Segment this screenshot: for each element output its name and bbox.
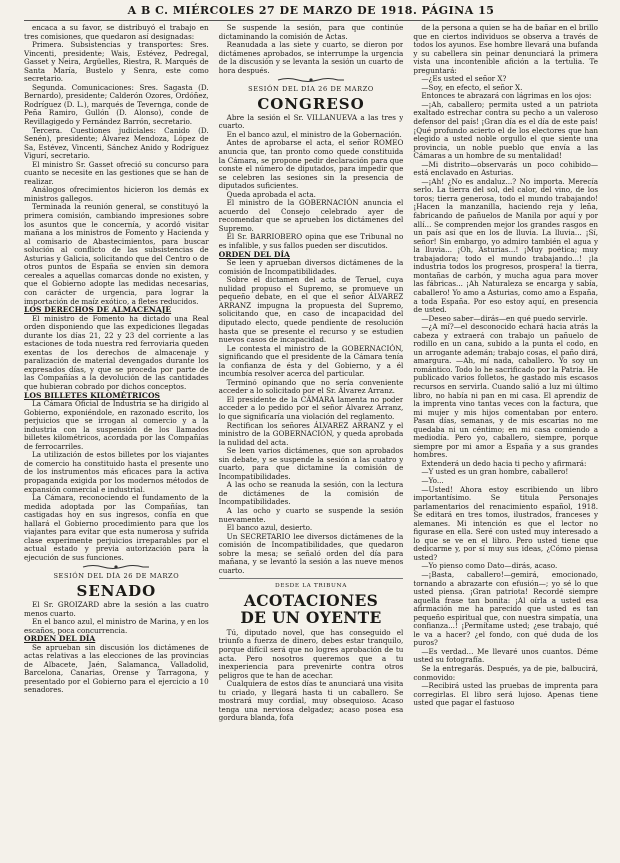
- paragraph: Primera. Subsistencias y transportes: Sres. Vincenti, presidente; Wais, Estévez, Pedregal, Gasset y Neira, Argüelles, Riestra, R. Marqués de Santa María, Bustelo y Senra, este como secretario.: [24, 40, 209, 84]
- paragraph: Segunda. Comunicaciones: Sres. Sagasta (D. Bernardo), presidente; Calderón Ozores, Ordóñez, Rodríguez (D. L.), marqués de Tevernga, conde de Peña Ramiro, Gullón (D. Alonso), conde de Revillagigedo y Fernández Barrón, secretario.: [24, 82, 209, 127]
- paragraph: Se leen varios dictámenes, que son aprobados sin debate, y se suspende la sesión a las cuatro y cuarto, para que dictamine la comisión de Incompatibilidades.: [218, 446, 404, 481]
- paragraph: de la persona a quien se ha de bañar en el brillo que en ciertos individuos se observa a través de todos los ayunos. Ese hombre llevará una bufanda y su cabellera sin peinar denunciará la primera vista una incontenible afición a la tertulia. Te preguntará:: [413, 24, 599, 75]
- paragraph: —Recibirá usted las pruebas de imprenta para corregirlas. El libro será lujoso. Apenas tiene usted que pagar el fastuoso: [413, 681, 599, 708]
- session-dateline: SESIÓN DEL DÍA 26 DE MARZO: [248, 85, 374, 94]
- orden-del-dia-heading: ORDEN DEL DÍA: [218, 249, 290, 259]
- paragraph: Se aprueban sin discusión los dictámenes de actas relativas a las elecciones de las provincias de Albacete, Jaén, Salamanca, Valladolid, Barcelona, Canarias, Orense y Tarragona, y presentado por el Gobierno para el ejercicio a 10 senadores.: [24, 642, 209, 695]
- headline-line-1: ACOTACIONES: [243, 590, 379, 610]
- paragraph: Terminó opinando que no sería conveniente acceder a lo solicitado por el Sr. Álvarez Arranz.: [218, 377, 404, 396]
- paragraph: —Deseo saber—dirás—en qué puedo servirle.: [421, 313, 588, 323]
- paragraph: Entonces te abrazará con lágrimas en los ojos:: [421, 91, 592, 101]
- paragraph: —¡Basta, caballero!—gemirá, emocionado, tornando a abrazarte con efusión—; yo sé lo que usted piensa. ¡Gran patriota! Recordé siempre aquella frase tan bonita: ¡Al oírla a usted esa afirmación me ha parecido que usted es tan pequeño espiritual que, con nuestra simpatía, una confianza...! ¡Permítame usted; ¿ese trabajo, qué le va a hacer? ¿el fondo, con qué duda de los puros?: [413, 570, 599, 648]
- paragraph: Cualquiera de estos días te anunciará una visita tu criado, y llegará hasta ti un caballero. Se mostrará muy cordial, muy obsequioso. Acaso tenga una nerviosa delgadez; acaso posea esa gordura blanda, fofa: [218, 679, 404, 723]
- paragraph: Se suspende la sesión, para que continúe dictaminando la comisión de Actas.: [218, 24, 404, 41]
- paragraph: En el banco azul, el ministro de la Gobernación.: [226, 129, 402, 139]
- paragraph: —Yo pienso como Dato—dirás, acaso.: [421, 561, 558, 571]
- paragraph: —Soy, en efecto, el señor X.: [421, 82, 523, 92]
- paragraph: La Cámara Oficial de Industria se ha dirigido al Gobierno, exponiéndole, en razonado escrito, los perjuicios que se irrogan al comercio y a la industria con la suspensión de los llamados billetes kilométricos, acordada por las Compañías de ferrocarriles.: [24, 399, 209, 451]
- paragraph: —Y usted es un gran hombre, caballero!: [421, 467, 569, 477]
- paragraph: Antes de aprobarse el acta, el señor ROMEO anuncia que, tan pronto como quede constituida la Cámara, se propone pedir declaración para que conste el número de diputados, para impedir que se celebren las sesiones sin la presencia de diputados suficientes.: [218, 138, 404, 191]
- paragraph: —Yo...: [421, 475, 444, 485]
- paragraph: —¡Ah, caballero; permita usted a un patriota exaltado estrechar contra su pecho a un valeroso defensor del país! ¡Gran día es el día de este país! ¡Qué profundo acierto el de los electores que han elegido a usted noble orgullo el que siente una provincia, un noble pueblo que envía a las Cámaras a un hombre de su mentalidad!: [413, 99, 599, 161]
- paragraph: Tú, diputado novel, que has conseguido el triunfo a fuerza de dinero, debes estar tranquilo, porque difícil será que no logres aprobación de tu acta. Pero nosotros queremos que a tu inexperiencia para prevenirte contra otros peligros que te han de acechar.: [218, 627, 404, 680]
- ornament-divider: [81, 564, 151, 570]
- congreso-title: CONGRESO: [257, 94, 365, 113]
- paragraph: A las ocho y cuarto se suspende la sesión nuevamente.: [218, 505, 404, 524]
- paragraph: Le contesta el ministro de la GOBERNACIÓN, significando que el presidente de la Cámara tenía la confianza de ésta y del Gobierno, y a él incumbía resolver acerca del particular.: [218, 343, 404, 379]
- paragraph: El banco azul, desierto.: [226, 523, 313, 533]
- paragraph: El ministro Sr. Gasset ofreció su concurso para cuanto se necesite en las gestiones que se han de realizar.: [24, 159, 209, 186]
- desde-la-tribuna-label: DESDE LA TRIBUNA: [275, 583, 347, 590]
- paragraph: —¿A mí?—el desconocido echará hacia atrás la cabeza y extraerá con trabajo un pañuelo de rodillo en un cana, subido a la punta el codo, en un arrogante ademán; trabajo cosas, el paño dirá, amargura. —Ah, mí nada, caballero. Yo soy un romántico. Todo lo he sacrificado por la Patria. He publicado varios folletos, he gastado mis escasos recursos en servirla. Cuando salió a luz mi último libro, no había ni pan en mi casa. El aprendiz de la imprenta vino tantas veces con la factura, que mi mujer y mis hijos comentaban por entero. Pasan días, semanas, y de mis escarias no me quedaba ni un céntimo; en mi casa comiendo a mediodía. Pero yo, caballero, siempre, porque siempre por mi amor a España y a sus grandes hombres.: [413, 322, 599, 460]
- paragraph: El Sr. GROIZARD abre la sesión a las cuatro menos cuarto.: [24, 600, 209, 618]
- paragraph: Queda aprobada el acta.: [226, 189, 316, 199]
- paragraph: Abre la sesión el Sr. VILLANUEVA a las tres y cuarto.: [218, 112, 404, 131]
- column-2: [219, 24, 404, 860]
- orden-del-dia-heading: ORDEN DEL DÍA: [24, 634, 96, 644]
- paragraph: —¡Ah! ¿No es andaluz...? No importa. Merecía serlo. La tierra del sol, del calor, del vino, de los toros; tierra generosa, todo el mundo trabajando! ¡Hacen la manzanilla, haciendo reja y leña, fabricando de pañuelos de Manila por aquí y por allí... Se comprenden mejor los grandes rasgos en un país así que en los de lluvia. La lluvia... ¡Sí, señor! Sin embargo, yo admiro también el agua y la lluvia... ¡Oh, Asturias...! ¡Muy poética; muy trabajadora; todo el mundo trabajando...! ¡la industria todos los progresos, prospera! la tierra, montañas de carbón, y mucha agua para mover las fábricas... ¡Ah Naturaleza se encarga y sabía, caballero! Yo amo a Asturias, como amo a España, a toda España. Por eso estoy aquí, en presencia de usted.: [413, 176, 599, 315]
- paragraph: Se la entregarás. Después, ya de pie, balbucirá, conmovido:: [413, 664, 599, 682]
- paragraph: Extenderá un dedo hacia ti pecho y afirmará:: [421, 458, 587, 468]
- ornament-divider: [276, 77, 346, 83]
- paragraph: En el banco azul, el ministro de Marina, y en los escaños, poca concurrencia.: [24, 617, 209, 635]
- running-header: A B C. MIÉRCOLES 27 DE MARZO DE 1918. PÁGINA 15: [24, 4, 598, 21]
- paragraph: La Cámara, reconociendo el fundamento de la medida adoptada por las Compañías, tan castigadas hoy en sus ingresos, confía en que hallará el Gobierno procedimiento para que los viajantes para evitar que esta numerosa y sufrida clase experimente perjuicios irreparables por el actual estado y previa autorización para la ejecución de sus funciones.: [24, 493, 209, 562]
- paragraph: —¿Es usted el señor X?: [421, 74, 507, 84]
- paragraph: Reanudada a las siete y cuarto, se dieron por dictámenes aprobados, se interrumpe la urgencia de la discusión y se levanta la sesión un cuarto de hora después.: [218, 40, 404, 75]
- paragraph: La utilización de estos billetes por los viajantes de comercio ha constituido hasta el presente uno de los instrumentos más eficaces para la activa propaganda exigida por los modernos métodos de expansión comercial e industrial.: [24, 450, 209, 494]
- paragraph: Tercera. Cuestiones judiciales: Canido (D. Senén), presidente; Álvarez Mendoza, López de Sa, Estévez, Vincenti, Sánchez Anido y Rodríguez Vigurí, secretario.: [24, 125, 209, 161]
- paragraph: —Es verdad... Me llevaré unos cuantos. Déme usted su fotografía.: [413, 646, 599, 665]
- column-3: [413, 24, 598, 860]
- paragraph: Análogos ofrecimientos hicieron los demás ex ministros gallegos.: [24, 185, 209, 203]
- paragraph: Rectifican los señores ÁLVAREZ ARRANZ y el ministro de la GOBERNACIÓN, y queda aprobada la nulidad del acta.: [218, 420, 404, 447]
- paragraph: Un SECRETARIO lee diversos dictámenes de la comisión de Incompatibilidades, que quedaron sobre la mesa; se señaló orden del día para mañana, y se levantó la sesión a las nueve menos cuarto.: [218, 531, 404, 575]
- paragraph: —Mi distrito—observarás un poco cohibido—está enclavado en Asturias.: [413, 159, 599, 178]
- paragraph: Se leen y aprueban diversos dictámenes de la comisión de Incompatibilidades.: [218, 258, 404, 276]
- headline-line-2: DE UN OYENTE: [240, 607, 382, 627]
- paragraph: El presidente de la CÁMARA lamenta no poder acceder a lo pedido por el señor Álvarez Arranz, lo que significaría una violación del reglamento.: [218, 394, 404, 421]
- column-1: [24, 24, 209, 860]
- paragraph: El ministro de la GOBERNACIÓN anuncia el acuerdo del Consejo celebrado ayer de recomendar que se aprueben los dictámenes del Supremo.: [218, 198, 404, 233]
- section-heading-derechos: LOS DERECHOS DE ALMACENAJE: [24, 305, 172, 315]
- paragraph: Terminada la reunión general, se constituyó la primera comisión, cambiando impresiones sobre los asuntos que le concernía, y acordó visitar mañana a los ministros de Fomento y Hacienda y al comisario de Abastecimientos, para buscar solución al conflicto de las subsistencias de Asturias y Galicia, solicitando que del Centro o de otros puntos de España se envíen sin demora cereales a aquellas comarcas donde no existen, y que el Gobierno adopte las medidas necesarias, con carácter de urgencia, para lograr la importación de maíz exótico, a fletes reducidos.: [24, 202, 209, 306]
- paragraph: El Sr. BARRIOBERO opina que ese Tribunal no es infalible, y sus fallos pueden ser discutidos.: [218, 232, 404, 251]
- session-dateline: SESIÓN DEL DÍA 26 DE MARZO: [53, 572, 180, 581]
- acotaciones-headline: [219, 592, 404, 626]
- paragraph: Sobre el dictamen del acta de Teruel, cuya nulidad propuso el Supremo, se promueve un pequeño debate, en el que el señor ÁLVAREZ ARRANZ impugna la propuesta del Supremo, solicitando que, en caso de incapacidad del diputado electo, quede pendiente de resolución hasta que se presente el recurso y se estudien nuevos casos de incapacidad.: [218, 275, 404, 345]
- senado-title: SENADO: [76, 582, 157, 600]
- section-heading-billetes: LOS BILLETES KILOMÉTRICOS: [24, 390, 161, 400]
- paragraph: —Usted! Ahora estoy escribiendo un libro importantísimo. Se titula Personajes parlamentarios del renacimiento español, 1918. Se editará en tres tomos, ilustrados, franceses y alemanes. Mi intención es que el lector no figurase en ella. Seré con usted muy interesado a lo que se ve en el libro. Pero usted tiene que dedicarme y, por sí muy sus ideas, ¿Cómo piensa usted?: [413, 484, 599, 562]
- paragraph: A las ocho se reanuda la sesión, con la lectura de dictámenes de la comisión de Incompatibilidades.: [218, 480, 404, 507]
- divider-rule: [219, 578, 404, 579]
- paragraph: El ministro de Fomento ha dictado una Real orden disponiendo que las expediciones llegadas durante los días 21, 22 y 23 del corriente a las estaciones de toda nuestra red ferroviaria queden exentas de los derechos de almacenaje y paralización de material devengados durante los expresados días, y que se proceda por parte de las Compañías a la devolución de las cantidades que hubieran cobrado por dichos conceptos.: [24, 313, 209, 391]
- paragraph: encaca a su favor, se distribuyó el trabajo en tres comisiones, que quedaron así designadas:: [24, 24, 209, 41]
